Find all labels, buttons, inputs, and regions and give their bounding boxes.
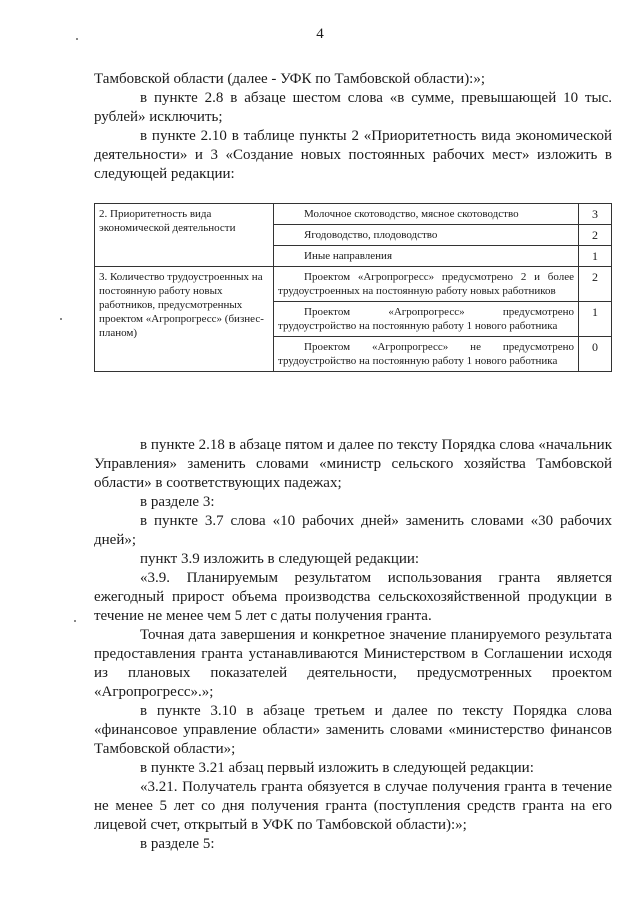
scan-speck — [74, 620, 76, 622]
points-cell: 1 — [579, 246, 612, 267]
option-cell: Молочное скотоводство, мясное скотоводство — [274, 204, 579, 225]
option-cell: Проектом «Агропрогресс» предусмотрено 2 и более трудоустроенных на постоянную работу новых работников — [274, 267, 579, 302]
paragraph: «3.21. Получатель гранта обязуется в случае получения гранта в течение не менее 5 лет со дня получения гранта (поступления средств гранта на его лицевой счет, открытый в УФК по Тамбовской области):»; — [94, 779, 612, 833]
paragraph: в разделе 3: — [140, 494, 215, 510]
paragraph: в пункте 3.10 в абзаце третьем и далее по тексту Порядка слова «финансовое управление области» заменить словами «министерство финансов Тамбовской области»; — [94, 703, 612, 757]
paragraph: в пункте 3.21 абзац первый изложить в следующей редакции: — [140, 760, 534, 776]
points-cell: 2 — [579, 225, 612, 246]
points-cell: 1 — [579, 302, 612, 337]
paragraph: Точная дата завершения и конкретное значение планируемого результата предоставления гранта устанавливаются Министерством в Соглашении исходя из плановых показателей деятельности, предусмотренных проектом «Агропрогресс».»; — [94, 627, 612, 700]
page-number: 4 — [316, 26, 324, 42]
points-cell: 0 — [579, 337, 612, 372]
body-text — [94, 436, 612, 854]
paragraph: в пункте 3.7 слова «10 рабочих дней» заменить словами «30 рабочих дней»; — [94, 513, 612, 548]
paragraph: Тамбовской области (далее - УФК по Тамбовской области):»; — [94, 71, 486, 87]
points-cell: 2 — [579, 267, 612, 302]
table-row — [95, 267, 612, 302]
paragraph: в разделе 5: — [140, 836, 215, 852]
paragraph: «3.9. Планируемым результатом использования гранта является ежегодный прирост объема производства сельскохозяйственной продукции в течение не менее чем 5 лет с даты получения гранта. — [94, 570, 612, 624]
option-cell: Проектом «Агропрогресс» предусмотрено трудоустройство на постоянную работу 1 нового работника — [274, 302, 579, 337]
option-cell: Проектом «Агропрогресс» не предусмотрено трудоустройство на постоянную работу 1 нового работника — [274, 337, 579, 372]
criterion-cell: 2. Приоритетность вида экономической деятельности — [95, 204, 274, 267]
points-cell: 3 — [579, 204, 612, 225]
paragraph: в пункте 2.8 в абзаце шестом слова «в сумме, превышающей 10 тыс. рублей» исключить; — [94, 90, 612, 125]
intro-text — [94, 70, 612, 184]
option-cell: Иные направления — [274, 246, 579, 267]
paragraph: пункт 3.9 изложить в следующей редакции: — [140, 551, 420, 567]
option-cell: Ягодоводство, плодоводство — [274, 225, 579, 246]
paragraph: в пункте 2.10 в таблице пункты 2 «Приоритетность вида экономической деятельности» и 3 «Создание новых постоянных рабочих мест» изложить в следующей редакции: — [94, 128, 612, 182]
table-row — [95, 204, 612, 225]
scan-speck — [60, 318, 62, 320]
criterion-cell: 3. Количество трудоустроенных на постоянную работу новых работников, предусмотренных проектом «Агропрогресс» (бизнес-планом) — [95, 267, 274, 372]
scan-speck — [76, 38, 78, 40]
criteria-table — [94, 203, 612, 372]
paragraph: в пункте 2.18 в абзаце пятом и далее по тексту Порядка слова «начальник Управления» заменить словами «министр сельского хозяйства Тамбовской области» в соответствующих падежах; — [94, 437, 612, 491]
